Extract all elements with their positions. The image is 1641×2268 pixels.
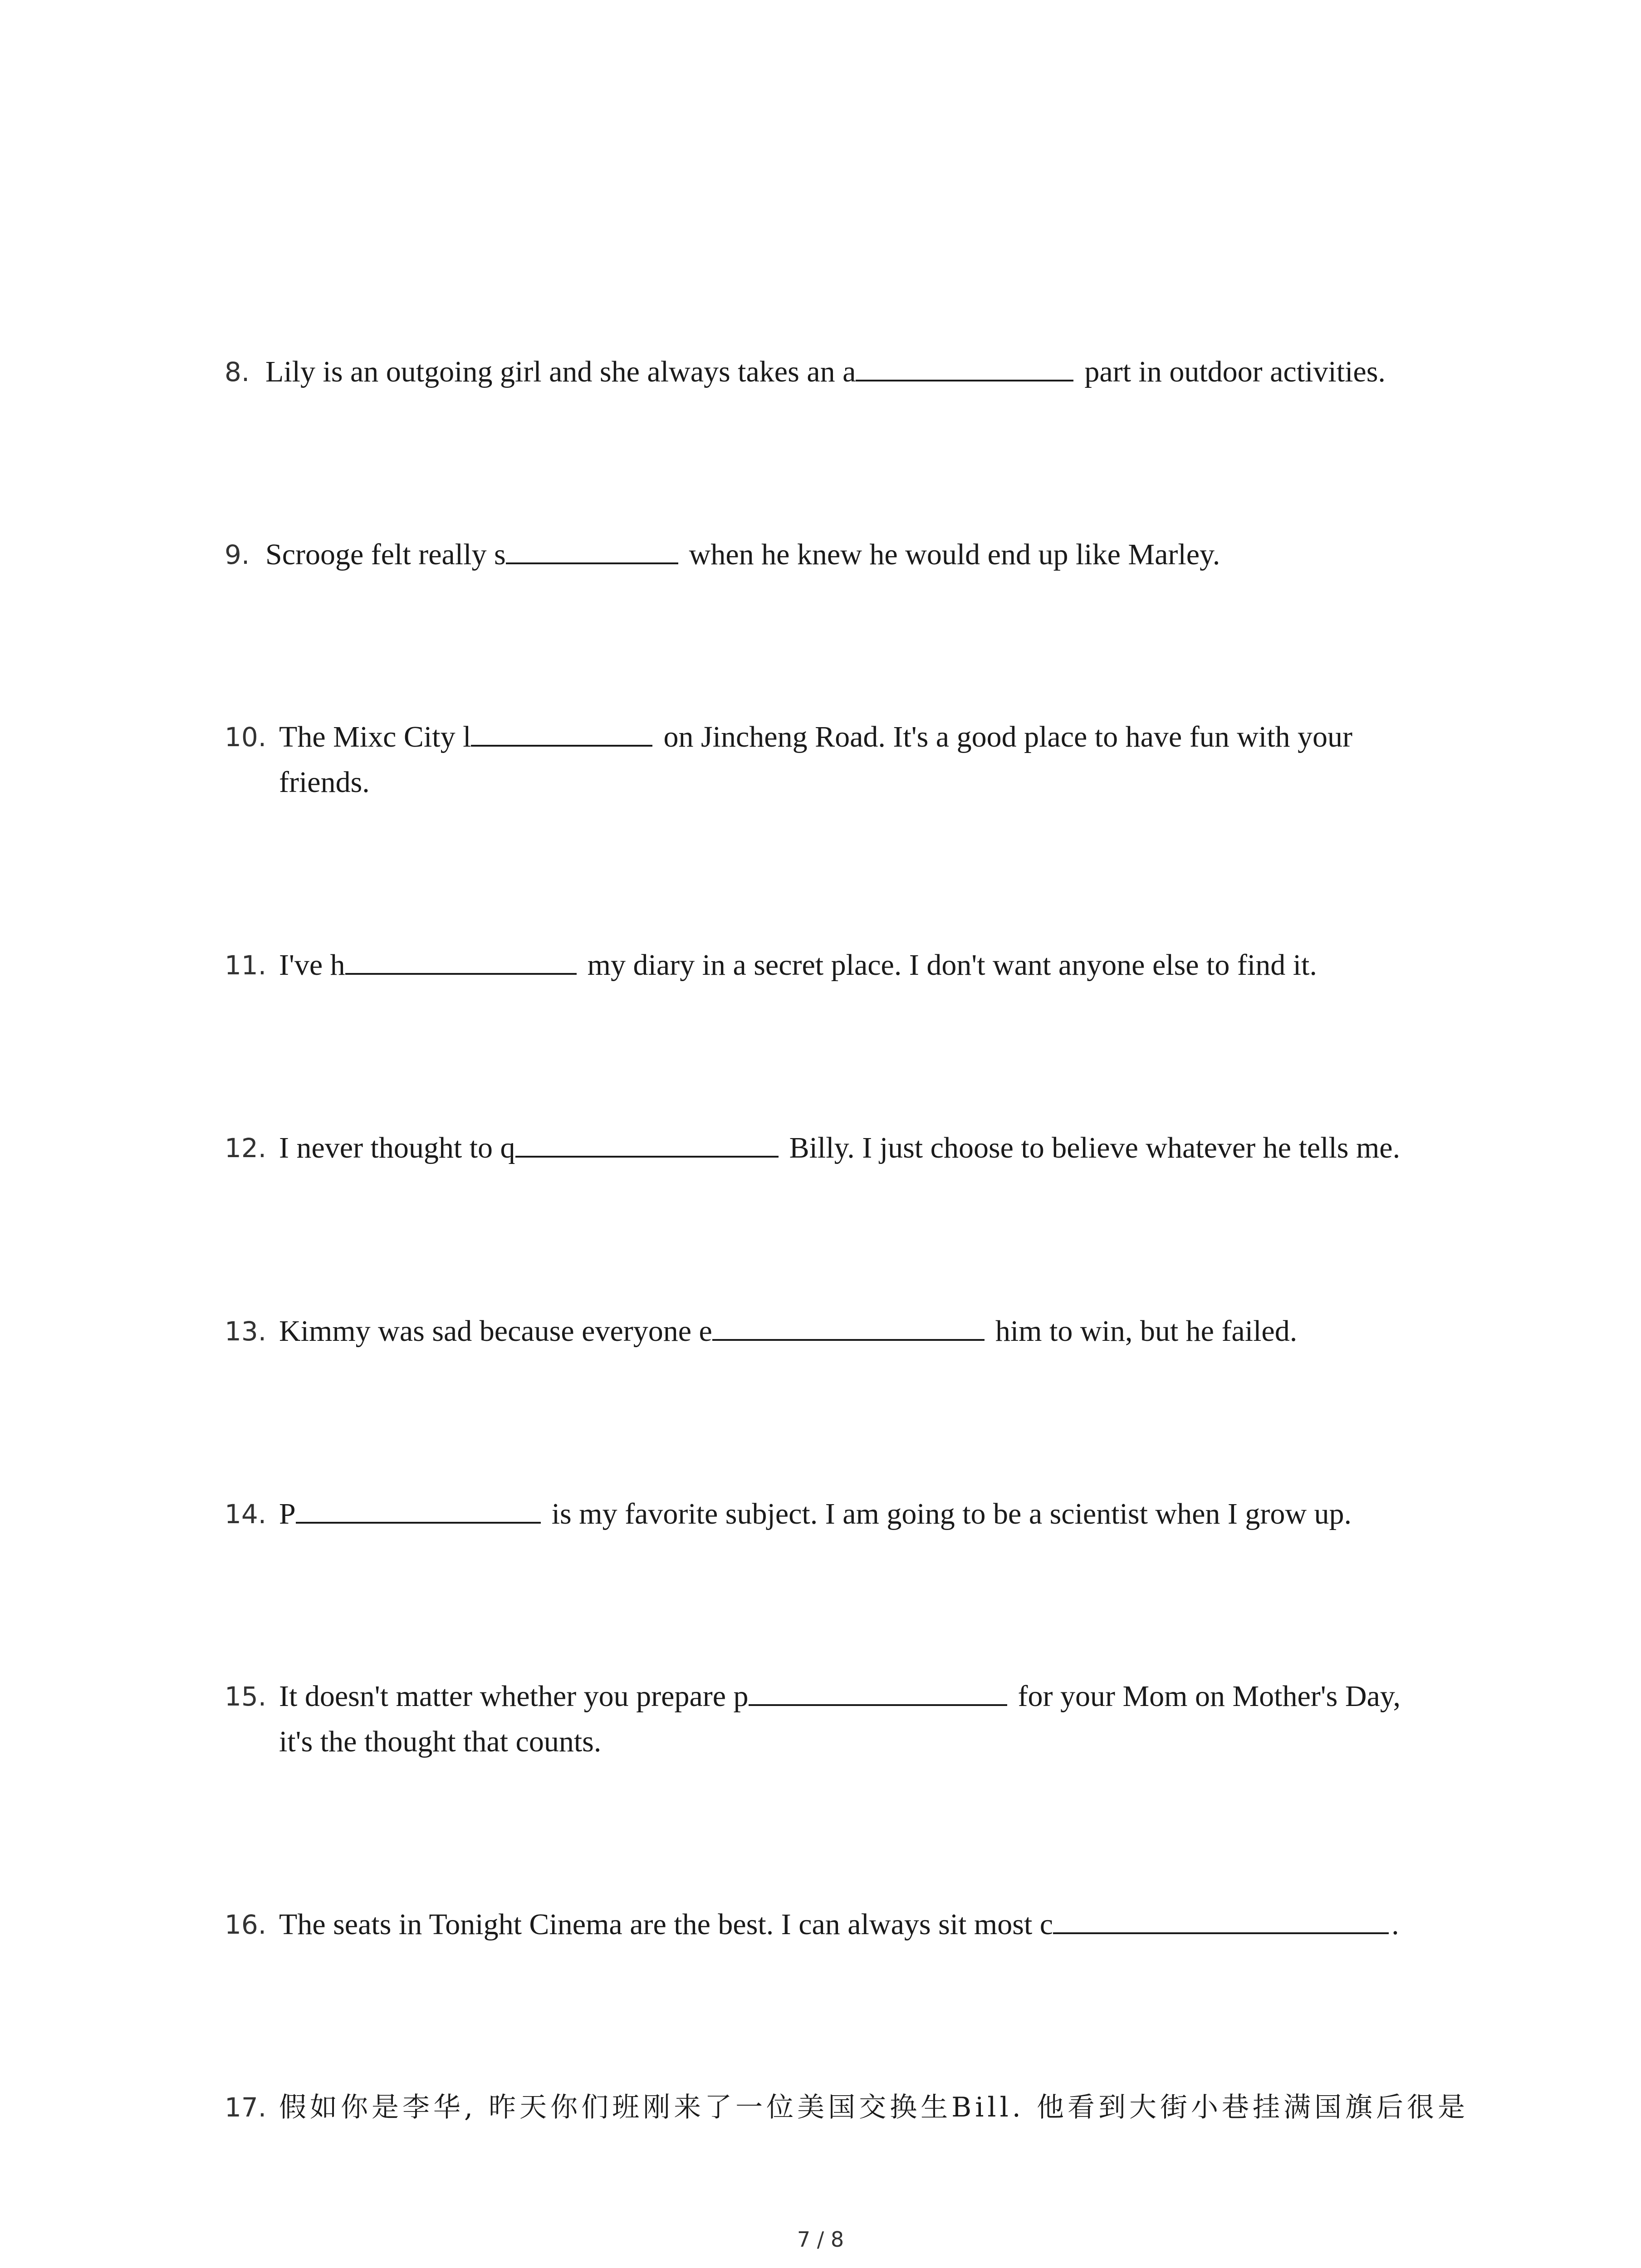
question-text [279, 1674, 1401, 1719]
question-text [279, 714, 1352, 760]
question-text: 假如你是李华, 昨天你们班刚来了一位美国交换生Bill. 他看到大街小巷挂满国旗后很是 [279, 2092, 1469, 2123]
question-text-before: The Mixc City l [279, 720, 471, 753]
question-number: 13. [225, 1316, 267, 1347]
answer-blank[interactable] [471, 718, 652, 747]
question-text-before: Scrooge felt really s [265, 538, 506, 571]
question-text-after: . [1391, 1908, 1399, 1941]
question-text-before: P [279, 1497, 296, 1530]
question-text-before: Kimmy was sad because everyone e [279, 1315, 712, 1348]
question-text-before: I never thought to q [279, 1131, 515, 1164]
question-number: 10. [225, 722, 267, 753]
question-text-after: my diary in a secret place. I don't want anyone else to find it. [587, 948, 1317, 982]
question-text [279, 1902, 1399, 1947]
question-text [265, 532, 1220, 577]
question-text-after: on Jincheng Road. It's a good place to have fun with your [663, 720, 1353, 753]
answer-blank[interactable] [296, 1495, 541, 1524]
answer-blank[interactable] [856, 352, 1073, 381]
question-number: 17. [225, 2092, 267, 2123]
question-text-after: part in outdoor activities. [1084, 355, 1386, 388]
question-number: 12. [225, 1133, 267, 1163]
question-number: 14. [225, 1499, 267, 1530]
question-text [279, 1309, 1297, 1354]
answer-blank[interactable] [749, 1677, 1007, 1706]
answer-blank[interactable] [515, 1129, 779, 1158]
question-text [279, 1491, 1352, 1537]
answer-blank[interactable] [1053, 1905, 1389, 1934]
question-text-before: Lily is an outgoing girl and she always takes an a [265, 355, 856, 388]
question-number: 9. [225, 539, 250, 570]
question-text-after: Billy. I just choose to believe whatever he tells me. [789, 1131, 1401, 1164]
question-text-continued: it's the thought that counts. [279, 1725, 602, 1758]
question-text-after: is my favorite subject. I am going to be a scientist when I grow up. [551, 1497, 1352, 1530]
answer-blank[interactable] [712, 1312, 985, 1341]
question-text-before: It doesn't matter whether you prepare p [279, 1680, 749, 1713]
question-text [279, 943, 1317, 988]
question-number: 8. [225, 357, 250, 387]
page-indicator: 7 / 8 [797, 2227, 844, 2252]
question-text-after: him to win, but he failed. [995, 1315, 1298, 1348]
answer-blank[interactable] [345, 946, 577, 975]
question-number: 15. [225, 1681, 267, 1712]
question-text-after: when he knew he would end up like Marley. [689, 538, 1220, 571]
question-number: 11. [225, 950, 267, 981]
question-text [265, 349, 1386, 395]
question-text-continued: friends. [279, 766, 370, 799]
question-text [279, 1125, 1400, 1171]
question-text-before: The seats in Tonight Cinema are the best. I can always sit most c [279, 1908, 1053, 1941]
answer-blank[interactable] [506, 535, 678, 564]
question-text-after: for your Mom on Mother's Day, [1018, 1680, 1401, 1713]
question-number: 16. [225, 1909, 267, 1940]
question-text-before: I've h [279, 948, 345, 982]
